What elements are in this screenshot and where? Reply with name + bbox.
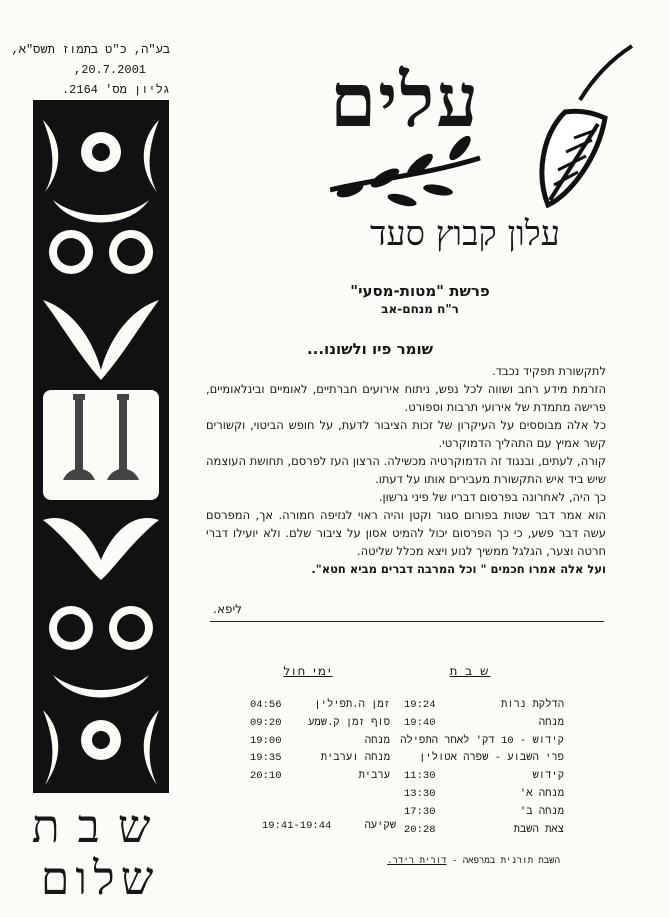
schedule-time: 19:00 — [250, 734, 282, 747]
schedule-time: 17:30 — [404, 805, 436, 818]
schedule-time: 13:30 — [404, 787, 436, 800]
article-paragraph: ועל אלה אמרו חכמים " וכל המרבה דברים מביא חטא". — [311, 562, 606, 576]
weekday-schedule — [250, 697, 390, 786]
schedule-row — [250, 733, 390, 751]
sunset-time: 19:41-19:44 — [262, 820, 332, 832]
schedule-label: סוף זמן ק.שמע — [308, 716, 390, 729]
article-paragraph: כל אלה מבוססים על העיקרון של זכות הציבור לדעת, על חופש הביטוי, וקשורים קשר אמיץ עם התהליך הדמוקרטי. — [206, 418, 606, 450]
article-paragraph: כך היה, לאחרונה בפרסום דבריו של פיני גרשון. — [378, 490, 606, 504]
schedule-row — [250, 697, 390, 715]
schedule-time: 20:28 — [404, 823, 436, 836]
weekday-schedule-title: ימי חול — [283, 664, 333, 678]
clinic-duty-name: דורית רידר. — [387, 856, 447, 866]
banner-line-2: שלום — [40, 851, 160, 905]
schedule-row — [404, 750, 564, 768]
schedule-row — [404, 822, 564, 840]
shabbat-schedule — [400, 697, 564, 839]
schedule-row — [250, 715, 390, 733]
issue-header — [10, 40, 170, 100]
schedule-row — [404, 715, 564, 733]
schedule-row — [404, 697, 564, 715]
schedule-row — [404, 768, 564, 786]
issue-number: גליון מס' 2164. — [61, 83, 170, 97]
banner-line-1: שבת — [31, 799, 169, 853]
shabbat-shalom-banner — [30, 800, 170, 904]
masthead-subtitle: עלון קבוץ סעד — [369, 214, 561, 254]
schedule-label: קידוש — [532, 770, 564, 783]
schedule-label: קידוש - 10 דק' לאחר התפילה — [400, 734, 564, 747]
sunset-label: שקיעה — [364, 820, 396, 832]
shabbat-schedule-title: ש ב ת — [449, 664, 491, 678]
schedule-row — [250, 768, 390, 786]
schedule-label: פרי השבוע - שפרה אטולין — [419, 752, 564, 765]
schedule-time: 09:20 — [250, 716, 282, 729]
schedule-label: הדלקת נרות — [500, 699, 564, 711]
article-signature: ליפא. — [213, 602, 242, 616]
schedule-row — [404, 786, 564, 804]
sunset-row — [262, 820, 396, 832]
article-paragraph: לתקשורת תפקיד נכבד. — [492, 364, 606, 378]
divider — [210, 621, 604, 622]
article-body — [206, 362, 606, 578]
schedule-label: ערבית — [358, 770, 390, 783]
schedule-label: מנחה — [364, 734, 390, 747]
clinic-duty-note — [370, 856, 560, 866]
schedule-row — [400, 733, 564, 751]
schedule-row — [404, 804, 564, 822]
rosh-chodesh: ר"ח מנחם-אב — [381, 302, 459, 316]
parasha-name: פרשת "מטות-מסעי" — [350, 282, 490, 300]
schedule-label: מנחה וערבית — [320, 752, 390, 765]
schedule-row — [250, 750, 390, 768]
schedule-time: 19:40 — [404, 716, 436, 729]
schedule-time: 19:24 — [404, 699, 436, 711]
schedule-label: מנחה ב' — [519, 805, 564, 818]
schedule-label: זמן ה.תפילין — [314, 699, 390, 711]
decorative-banner — [33, 100, 169, 793]
article-paragraph: קורה, לעתים, ובנגוד זה הדמוקרטיה מכשילה. הרצון העז לפרסם, תחושת העוצמה שיש ביד איש התקשורת מעבירים אותו על דעתו. — [206, 454, 606, 486]
schedule-time: 20:10 — [250, 770, 282, 783]
masthead-title: עלים — [330, 58, 481, 144]
date-hebrew: בע"ה, כ"ט בתמוז תשס"א, — [11, 43, 170, 57]
article-title: שומר פיו ולשונו... — [306, 340, 434, 358]
schedule-time: 11:30 — [404, 770, 436, 783]
schedule-time: 04:56 — [250, 699, 282, 711]
schedule-label: מנחה א' — [519, 787, 564, 800]
schedule-time: 19:35 — [250, 752, 282, 765]
article-paragraph: הזרמת מידע רחב ושווה לכל נפש, ניתוח אירועים חברתיים, לאומיים ובינלאומיים, פרישה מתמדת של אירועי תרבות וספורט. — [206, 382, 606, 414]
clinic-duty-prefix: השבת תורנית במרפאה - — [451, 856, 560, 866]
schedule-label: מנחה — [538, 716, 564, 729]
date-gregorian: 20.7.2001, — [73, 63, 146, 77]
article-paragraph: הוא אמר דבר שטות בפורום סגור וקטן והיה ראוי לנזיפה חמורה. אך, המפרסם עשה דבר פשע, כי כך הפרסום יכול להמיט אסון על ציבור שלם. ולא יועילו דברי חרטה וצער, הגלגל ממשיך לנוע ויצא מכלל שליטה. — [206, 508, 606, 558]
schedule-label: צאת השבת — [513, 823, 564, 836]
